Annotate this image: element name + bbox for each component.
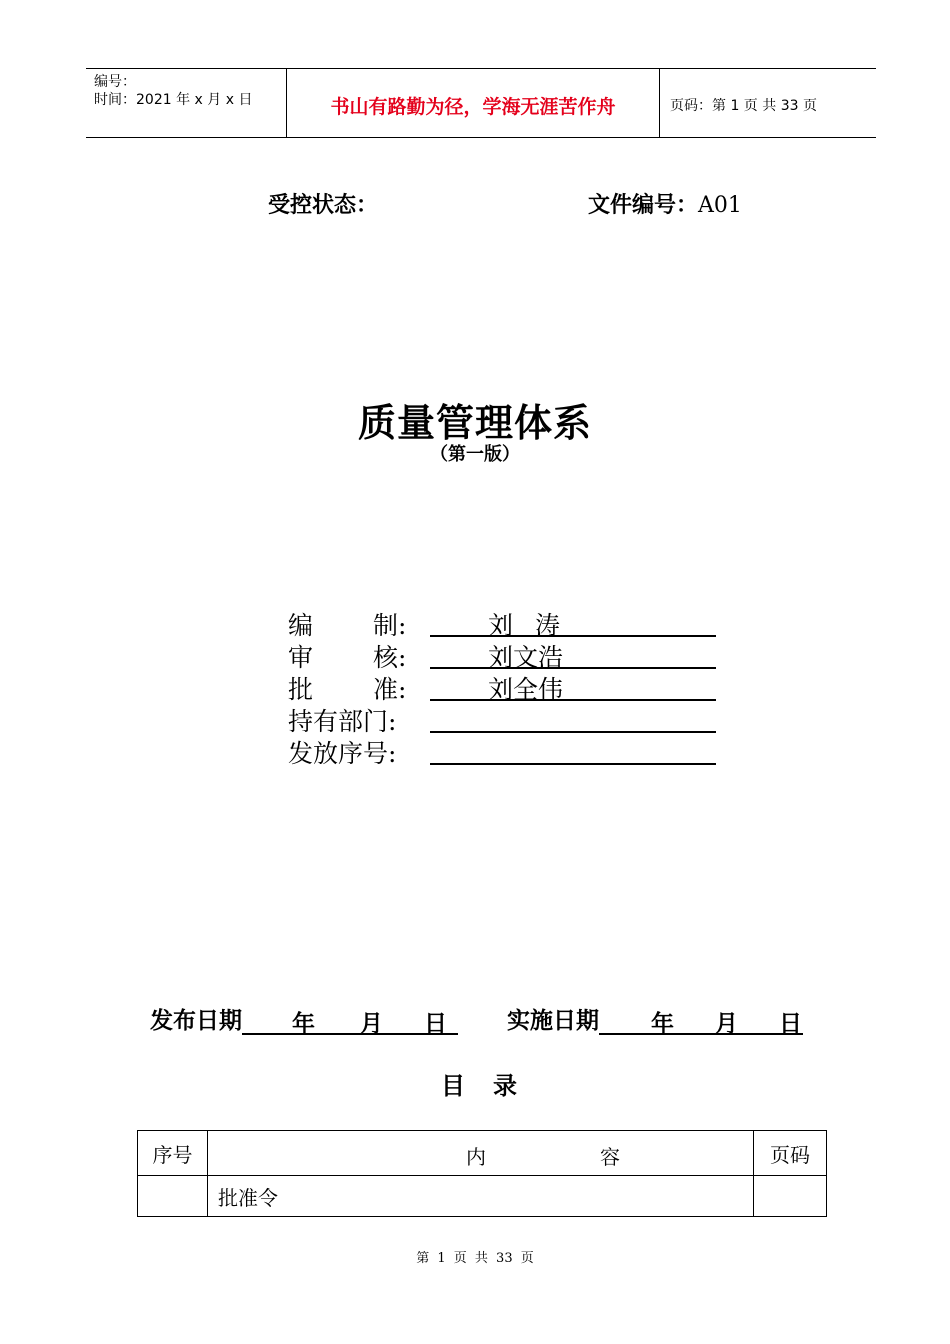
signature-value: 刘 涛	[488, 611, 560, 640]
toc-head-content-b: 容	[600, 1145, 621, 1169]
document-time: 时间：2021 年 x 月 x 日	[94, 92, 253, 108]
year-label: 年	[292, 1011, 315, 1037]
signature-underline	[430, 763, 716, 765]
year-label: 年	[651, 1011, 674, 1037]
toc-head-page: 页码	[753, 1131, 826, 1176]
toc-row-content[interactable]	[208, 1176, 754, 1217]
publish-date	[150, 1002, 458, 1035]
month-label: 月	[715, 1011, 738, 1037]
signature-label-suffix: 制:	[373, 611, 407, 640]
file-number-value: A01	[698, 193, 742, 218]
document-number: 编号：	[94, 74, 136, 90]
signature-label: 审	[288, 643, 314, 672]
toc-title: 目录	[441, 1072, 545, 1100]
toc-row-number	[138, 1176, 208, 1217]
month-label: 月	[360, 1011, 383, 1037]
signature-underline	[430, 699, 716, 701]
toc-head-number: 序号	[138, 1131, 208, 1176]
signature-label: 批	[288, 675, 314, 704]
implement-date-label: 实施日期	[507, 1008, 599, 1034]
signature-label: 发放序号:	[288, 739, 397, 768]
day-label: 日	[424, 1011, 447, 1037]
header-page-info: 页码：第 1 页 共 33 页	[670, 98, 817, 114]
control-state-label: 受控状态：	[268, 193, 379, 218]
publish-date-label: 发布日期	[150, 1008, 242, 1034]
header-motto: 书山有路勤为径，学海无涯苦作舟	[286, 69, 660, 137]
signature-underline	[430, 635, 716, 637]
signature-label: 持有部门:	[288, 707, 397, 736]
file-number	[588, 188, 742, 219]
day-label: 日	[779, 1011, 802, 1037]
toc-header-row	[138, 1131, 827, 1176]
document-title: 质量管理体系	[357, 400, 592, 445]
page-footer: 第 1 页 共 33 页	[416, 1251, 534, 1266]
toc-row-page	[753, 1176, 826, 1217]
signature-underline	[430, 667, 716, 669]
implement-date-blank	[599, 1005, 803, 1035]
signature-label-suffix: 核:	[373, 643, 407, 672]
signature-underline	[430, 731, 716, 733]
file-number-label: 文件编号：	[588, 193, 699, 218]
toc-head-content-a: 内	[466, 1145, 487, 1169]
toc-row[interactable]	[138, 1176, 827, 1217]
toc-table	[137, 1130, 827, 1217]
signature-value: 刘全伟	[488, 675, 564, 704]
toc-head-content	[208, 1131, 754, 1176]
publish-date-blank	[242, 1005, 458, 1035]
signature-label-suffix: 准:	[373, 675, 407, 704]
document-edition: （第一版）	[430, 444, 520, 465]
implement-date	[507, 1002, 803, 1035]
toc-row-content-text: 批准令	[218, 1185, 279, 1210]
header-meta	[86, 69, 286, 137]
signature-label: 编	[288, 611, 314, 640]
page-header	[86, 68, 876, 138]
signature-value: 刘文浩	[488, 643, 564, 672]
